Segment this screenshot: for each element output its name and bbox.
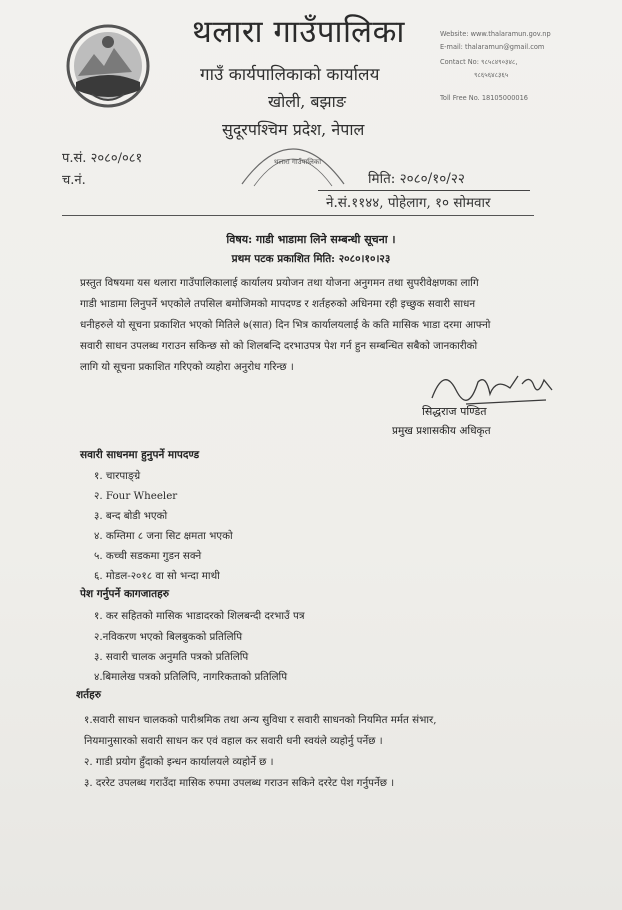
header-divider bbox=[62, 215, 534, 216]
office-stamp-icon bbox=[234, 124, 352, 194]
email-text: E-mail: thalaramun@gmail.com bbox=[440, 43, 545, 51]
signature-icon bbox=[426, 360, 566, 410]
document-item: १. कर सहितको मासिक भाडादरको शिलबन्दी दरभाउँ पत्र bbox=[94, 610, 305, 622]
document-item: ३. सवारी चालक अनुमति पत्रको प्रतिलिपि bbox=[94, 651, 249, 663]
office-name: गाउँ कार्यपालिकाको कार्यालय bbox=[200, 65, 380, 85]
criteria-item: ५. कच्ची सडकमा गुडन सक्ने bbox=[94, 550, 202, 562]
notice-subject: विषय: गाडी भाडामा लिने सम्बन्धी सूचना । bbox=[226, 233, 396, 246]
website-text: Website: www.thalaramun.gov.np bbox=[440, 30, 551, 38]
condition-line: ३. दररेट उपलब्ध गराउँदा मासिक रुपमा उपलब्ध गराउन सकिने दररेट पेश गर्नुपर्नेछ । bbox=[84, 777, 395, 789]
dispatch-number: च.नं. bbox=[62, 173, 86, 188]
letter-date: मिति: २०८०/१०/२२ bbox=[368, 171, 465, 187]
reference-number: प.सं. २०८०/०८१ bbox=[62, 151, 143, 166]
nepal-sambat-date: ने.सं.११४४, पोहेलाग, १० सोमवार bbox=[326, 195, 491, 211]
tollfree-text: Toll Free No. 18105000016 bbox=[440, 94, 528, 102]
condition-line: २. गाडी प्रयोग हुँदाको इन्धन कार्यालयले व्यहोर्ने छ । bbox=[84, 756, 274, 768]
stamp-label: थलारा गाउँपालिका bbox=[274, 158, 322, 166]
contact-text: Contact No: ९८५८४९०३४८, bbox=[440, 58, 518, 66]
province-name: सुदूरपश्चिम प्रदेश, नेपाल bbox=[222, 120, 365, 139]
notice-line: धनीहरुले यो सूचना प्रकाशित भएको मितिले ७(सात) दिन भित्र कार्यालयलाई के कति मासिक भाडा दरमा आफ्नो bbox=[80, 319, 491, 331]
notice-line: सवारी साधन उपलब्ध गराउन सकिन्छ सो को शिलबन्दि दरभाउपत्र पेश गर्न हुन सम्बन्धित सबैको जानकारीको bbox=[80, 340, 478, 352]
notice-published-date: प्रथम पटक प्रकाशित मिति: २०८०।१०।२३ bbox=[231, 253, 391, 265]
signatory-title: प्रमुख प्रशासकीय अधिकृत bbox=[392, 425, 491, 437]
notice-line: गाडी भाडामा लिनुपर्ने भएकोले तपसिल बमोजिमको मापदण्ड र शर्तहरुको अधिनमा रही इच्छुक सवारी साधन bbox=[80, 298, 476, 310]
contact-text-2: ९८६५६४८३६५ bbox=[474, 71, 509, 79]
office-location: खोली, बझाङ bbox=[268, 92, 346, 111]
criteria-item: ६. मोडल-२०१८ वा सो भन्दा माथी bbox=[94, 570, 220, 582]
criteria-item: ४. कम्तिमा ८ जना सिट क्षमता भएको bbox=[94, 530, 233, 542]
municipality-logo-icon bbox=[62, 20, 154, 112]
documents-heading: पेश गर्नुपर्ने कागजातहरु bbox=[80, 588, 169, 600]
criteria-item: ३. बन्द बोडी भएको bbox=[94, 510, 168, 522]
document-item: २.नविकरण भएको बिलबुकको प्रतिलिपि bbox=[94, 631, 243, 643]
criteria-item: २. Four Wheeler bbox=[94, 490, 178, 502]
notice-line: लागि यो सूचना प्रकाशित गरिएको व्यहोरा अनुरोध गरिन्छ । bbox=[80, 361, 294, 373]
criteria-item: १. चारपाङ्ग्रे bbox=[94, 470, 141, 482]
conditions-heading: शर्तहरु bbox=[76, 689, 101, 701]
condition-line: नियमानुसारको सवारी साधन कर एवं वहाल कर सवारी धनी स्वयंले व्यहोर्नु पर्नेछ । bbox=[84, 735, 383, 747]
municipality-title: थलारा गाउँपालिका bbox=[192, 14, 405, 50]
date-underline bbox=[318, 190, 530, 191]
notice-line: प्रस्तुत विषयमा यस थलारा गाउँपालिकालाई कार्यालय प्रयोजन तथा योजना अनुगमन तथा सुपरीवेक्षणका लागि bbox=[80, 277, 479, 289]
criteria-heading: सवारी साधनमा हुनुपर्ने मापदण्ड bbox=[80, 449, 200, 461]
document-item: ४.बिमालेख पत्रको प्रतिलिपि, नागरिकताको प्रतिलिपि bbox=[94, 671, 288, 683]
signatory-name: सिद्धराज पण्डित bbox=[422, 405, 487, 418]
condition-line: १.सवारी साधन चालकको पारीश्रमिक तथा अन्य सुविधा र सवारी साधनको नियमित मर्मत संभार, bbox=[84, 714, 437, 726]
